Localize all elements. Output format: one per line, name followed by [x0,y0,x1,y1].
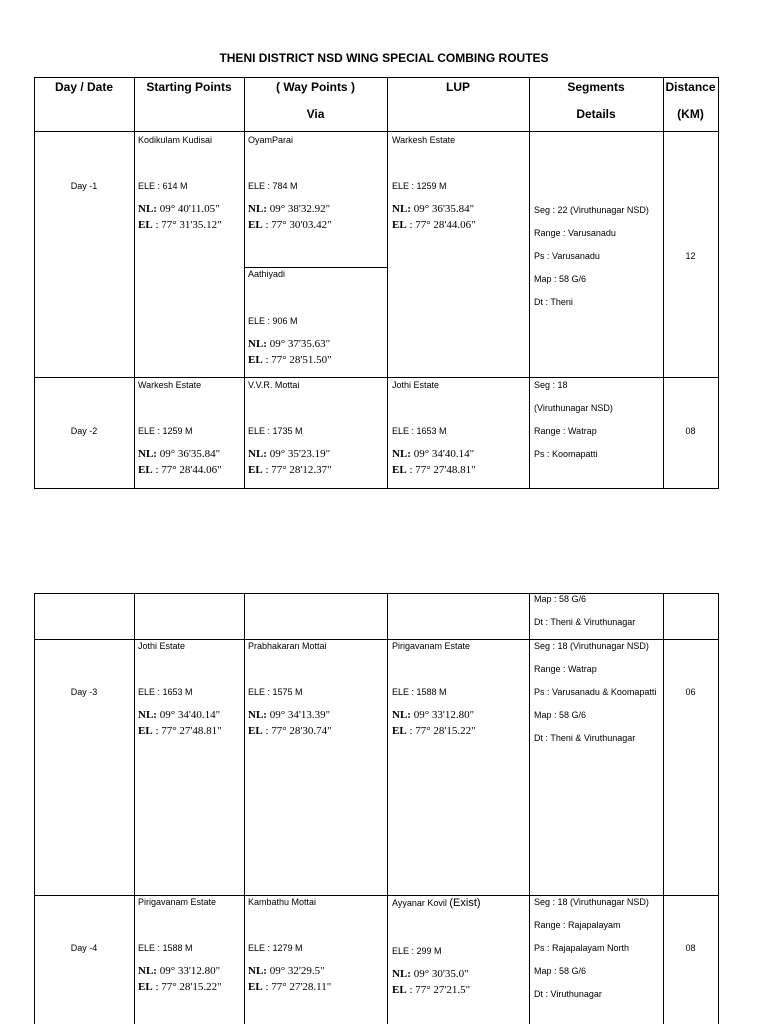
way-name: Kambathu Mottai [248,897,317,907]
day-label: Day -4 [70,943,98,953]
header-way: ( Way Points ) [276,80,355,94]
way-ele: ELE : 906 M [248,316,298,326]
lup-name: Jothi Estate [392,380,440,390]
way-name: Prabhakaran Mottai [248,641,327,651]
way-coords: NL: 09° 32'29.5" EL : 77° 27'28.11" [248,965,332,993]
way-coords: NL: 09° 34'13.39" EL : 77° 28'30.74" [248,709,332,737]
way-name: Aathiyadi [248,269,286,279]
lup-ele: ELE : 299 M [392,946,442,956]
header-day: Day / Date [54,80,114,94]
lup-coords: NL: 09° 33'12.80" EL : 77° 28'15.22" [392,709,476,737]
start-ele: ELE : 614 M [138,181,188,191]
start-coords: NL: 09° 33'12.80" EL : 77° 28'15.22" [138,965,222,993]
lup-coords: NL: 09° 30'35.0" EL : 77° 27'21.5" [392,968,471,996]
start-ele: ELE : 1588 M [138,943,193,953]
way-ele: ELE : 1575 M [248,687,303,697]
page-title: THENI DISTRICT NSD WING SPECIAL COMBING ROUTES [219,51,549,65]
start-coords: NL: 09° 40'11.05" EL : 77° 31'35.12" [138,203,222,231]
lup-name: Pirigavanam Estate [392,641,471,651]
header-via: Via [306,107,325,121]
header-details: Details [576,107,616,121]
header-distance: Distance [665,80,716,94]
way-coords: NL: 09° 38'32.92" EL : 77° 30'03.42" [248,203,332,231]
way-name: V.V.R. Mottai [248,380,300,390]
lup-coords: NL: 09° 36'35.84" EL : 77° 28'44.06" [392,203,476,231]
start-name: Jothi Estate [138,641,186,651]
lup-name: Ayyanar Kovil (Exist) [392,897,481,909]
start-ele: ELE : 1653 M [138,687,193,697]
way-ele: ELE : 1735 M [248,426,303,436]
way-coords: NL: 09° 35'23.19" EL : 77° 28'12.37" [248,448,332,476]
header-lup: LUP [446,80,470,94]
distance-value: 06 [685,687,696,697]
day-label: Day -1 [70,181,98,191]
lup-name: Warkesh Estate [392,135,456,145]
way-name: OyamParai [248,135,294,145]
start-name: Kodikulam Kudisai [138,135,213,145]
lup-ele: ELE : 1653 M [392,426,447,436]
header-km: (KM) [677,107,704,121]
way-ele: ELE : 1279 M [248,943,303,953]
lup-ele: ELE : 1588 M [392,687,447,697]
distance-value: 08 [685,426,696,436]
start-name: Pirigavanam Estate [138,897,217,907]
start-ele: ELE : 1259 M [138,426,193,436]
header-start: Starting Points [146,80,232,94]
lup-coords: NL: 09° 34'40.14" EL : 77° 27'48.81" [392,448,476,476]
header-segments: Segments [567,80,625,94]
way-ele: ELE : 784 M [248,181,298,191]
day-label: Day -3 [70,687,98,697]
start-coords: NL: 09° 34'40.14" EL : 77° 27'48.81" [138,709,222,737]
start-name: Warkesh Estate [138,380,202,390]
start-coords: NL: 09° 36'35.84" EL : 77° 28'44.06" [138,448,222,476]
lup-ele: ELE : 1259 M [392,181,447,191]
distance-value: 08 [685,943,696,953]
way-coords: NL: 09° 37'35.63" EL : 77° 28'51.50" [248,338,332,366]
distance-value: 12 [685,251,696,261]
day-label: Day -2 [70,426,98,436]
